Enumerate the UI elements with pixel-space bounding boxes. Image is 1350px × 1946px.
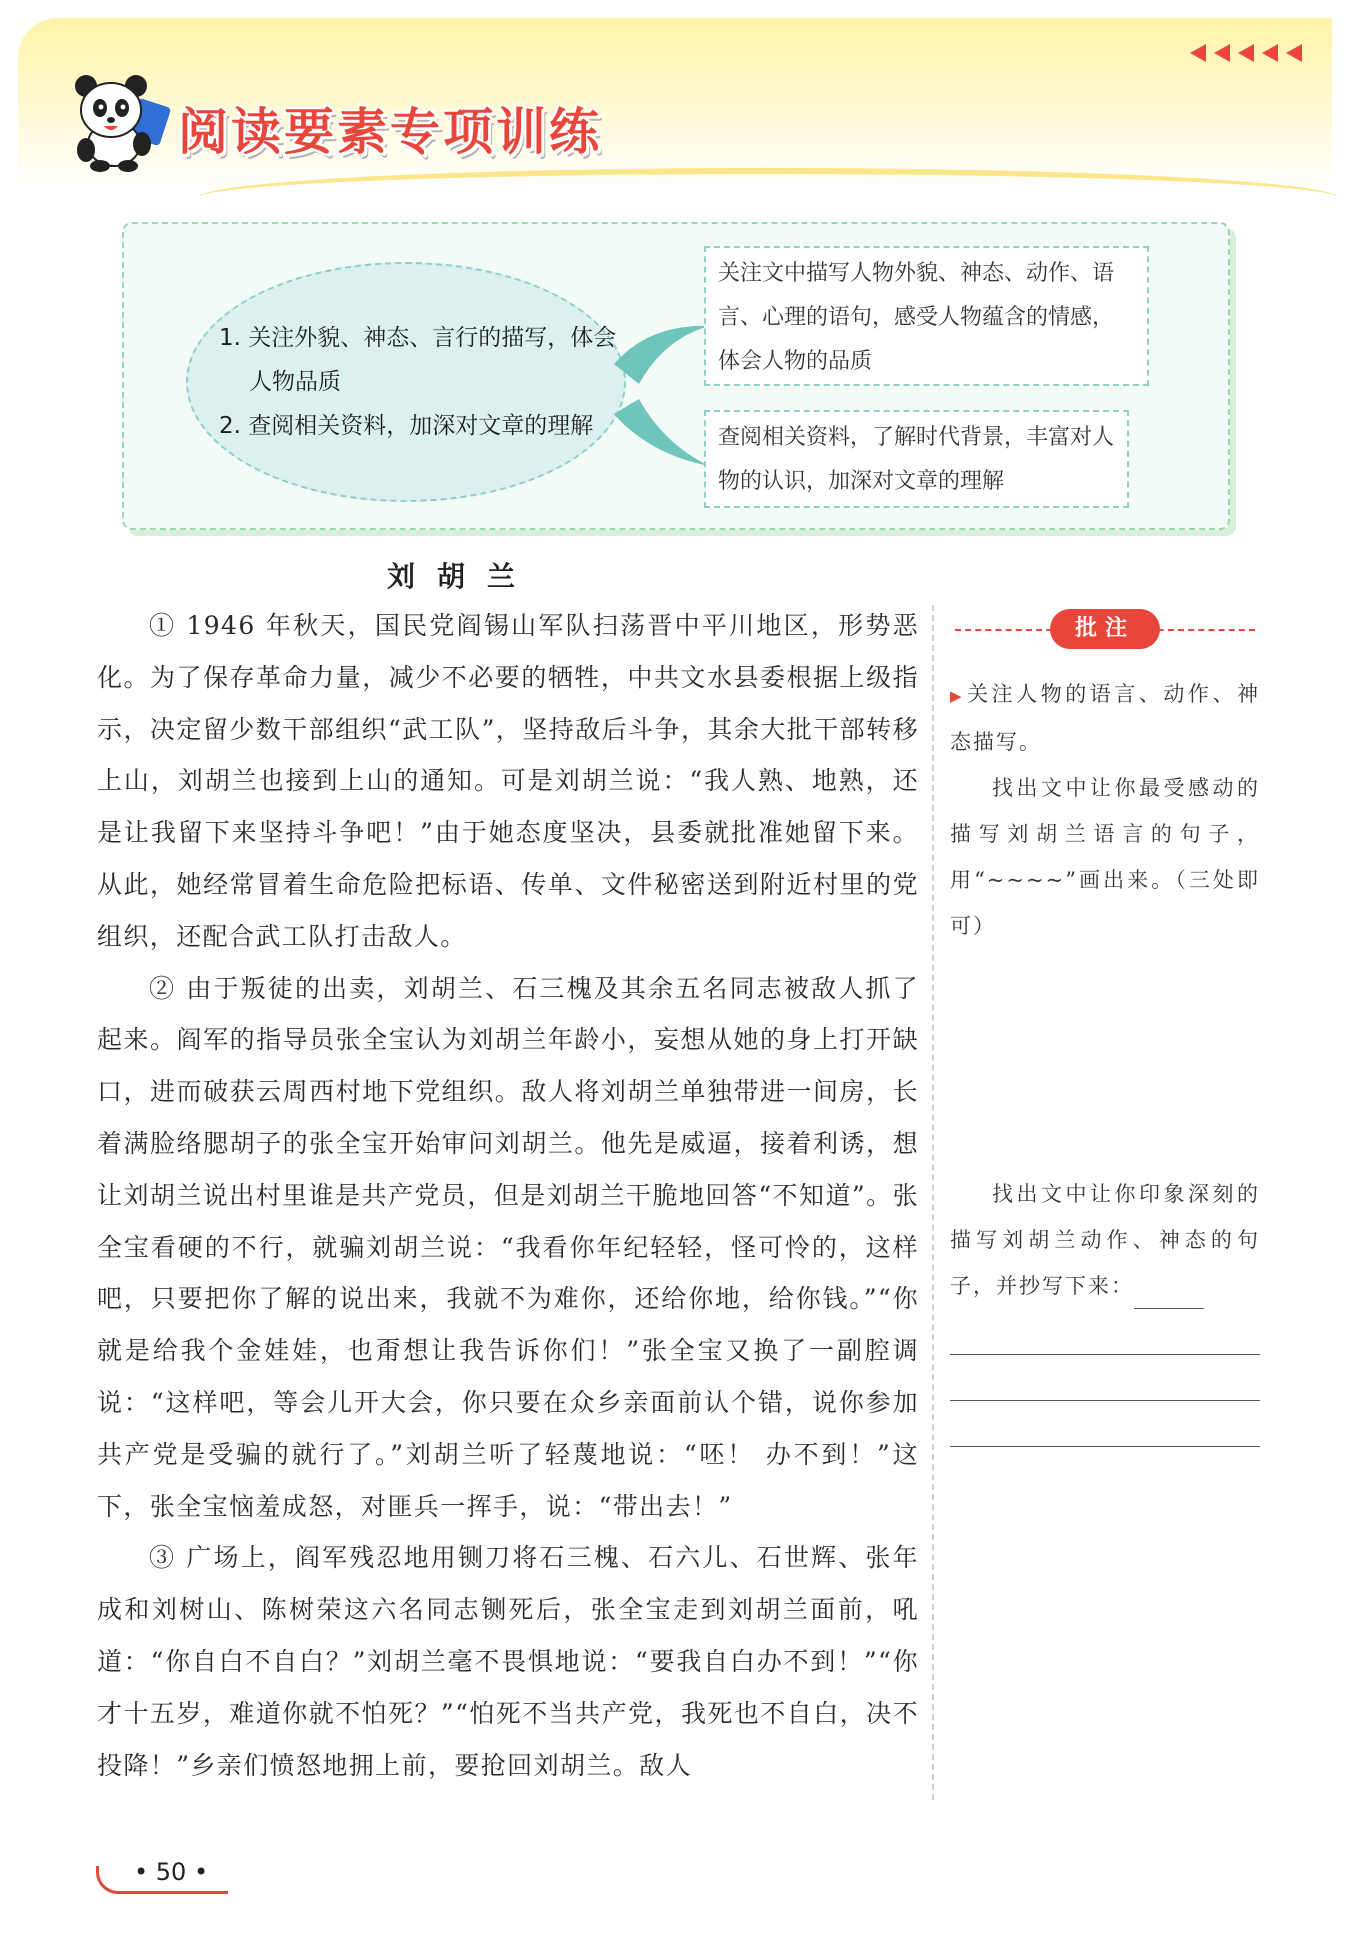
tip-point-2: 2. 查阅相关资料，加深对文章的理解: [219, 413, 594, 439]
annotation-spacer: [950, 949, 1260, 1171]
answer-line-1[interactable]: [950, 1309, 1260, 1355]
column-divider: [932, 605, 934, 1800]
tip-note-2: 查阅相关资料，了解时代背景，丰富对人物的认识，加深对文章的理解: [704, 410, 1129, 508]
answer-line-3[interactable]: [950, 1401, 1260, 1447]
page-number-underline: [116, 1891, 228, 1894]
annotation-task-2: [950, 1171, 1260, 1309]
page-title: 阅读要素专项训练: [178, 103, 602, 161]
page-number-curve: [96, 1866, 136, 1894]
article-body: [97, 600, 919, 1791]
annotation-header: [950, 605, 1260, 653]
page-number-text: • 50 •: [134, 1858, 209, 1886]
annotation-column: [950, 605, 1260, 1447]
paragraph-3: ③ 广场上，阎军残忍地用铡刀将石三槐、石六儿、石世辉、张年成和刘树山、陈树荣这六名同志铡死后，张全宝走到刘胡兰面前，吼道：“你自白不自白？”刘胡兰毫不畏惧地说：“要我自白办不到！”“你才十五岁，难道你就不怕死？”“怕死不当共产党，我死也不自白，决不投降！”乡亲们愤怒地拥上前，要抢回刘胡兰。敌人: [97, 1543, 919, 1780]
arrow-decoration-icon: [1190, 44, 1302, 62]
paragraph-2: ② 由于叛徒的出卖，刘胡兰、石三槐及其余五名同志被敌人抓了起来。阎军的指导员张全宝认为刘胡兰年龄小，妄想从她的身上打开缺口，进而破获云周西村地下党组织。敌人将刘胡兰单独带进一间房，长着满脸络腮胡子的张全宝开始审问刘胡兰。他先是威逼，接着利诱，想让刘胡兰说出村里谁是共产党员，但是刘胡兰干脆地回答“不知道”。张全宝看硬的不行，就骗刘胡兰说：“我看你年纪轻轻，怪可怜的，这样吧，只要把你了解的说出来，我就不为难你，还给你地，给你钱。”“你就是给我个金娃娃，也甭想让我告诉你们！”张全宝又换了一副腔调说：“这样吧，等会儿开大会，你只要在众乡亲面前认个错，说你参加共产党是受骗的就行了。”刘胡兰听了轻蔑地说：“呸！ 办不到！”这下，张全宝恼羞成怒，对匪兵一挥手，说：“带出去！”: [97, 973, 919, 1521]
annotation-hint: [950, 671, 1260, 765]
panda-mascot-icon: [62, 72, 172, 172]
answer-line-2[interactable]: [950, 1355, 1260, 1401]
page-number: [96, 1856, 228, 1900]
answer-blank-inline[interactable]: [1134, 1285, 1204, 1309]
annotation-task-2-text: 找出文中让你印象深刻的描写刘胡兰动作、神态的句子，并抄写下来：: [950, 1182, 1260, 1298]
triangle-bullet-icon: ▶: [950, 687, 966, 705]
annotation-task-1: 找出文中让你最受感动的描写刘胡兰语言的句子，用“~~~~”画出来。（三处即可）: [950, 776, 1260, 938]
reading-tips-box: [122, 222, 1230, 530]
connector-shape: [609, 304, 719, 474]
annotation-hint-text: 关注人物的语言、动作、神态描写。: [950, 682, 1260, 754]
paragraph-1: ① 1946 年秋天，国民党阎锡山军队扫荡晋中平川地区，形势恶化。为了保存革命力量，减少不必要的牺牲，中共文水县委根据上级指示，决定留少数干部组织“武工队”，坚持敌后斗争，其余大批干部转移上山，刘胡兰也接到上山的通知。可是刘胡兰说：“我人熟、地熟，还是让我留下来坚持斗争吧！”由于她态度坚决，县委就批准她留下来。从此，她经常冒着生命危险把标语、传单、文件秘密送到附近村里的党组织，还配合武工队打击敌人。: [97, 611, 919, 951]
banner-swoosh: [198, 168, 1338, 198]
article-title: 刘胡兰: [386, 560, 537, 593]
tip-point-1: 1. 关注外貌、神态、言行的描写，体会人物品质: [219, 325, 617, 395]
tip-note-1: 关注文中描写人物外貌、神态、动作、语言、心理的语句，感受人物蕴含的情感，体会人物的品质: [704, 246, 1149, 386]
tips-points: [219, 316, 619, 448]
annotation-label: 批注: [1050, 609, 1160, 649]
